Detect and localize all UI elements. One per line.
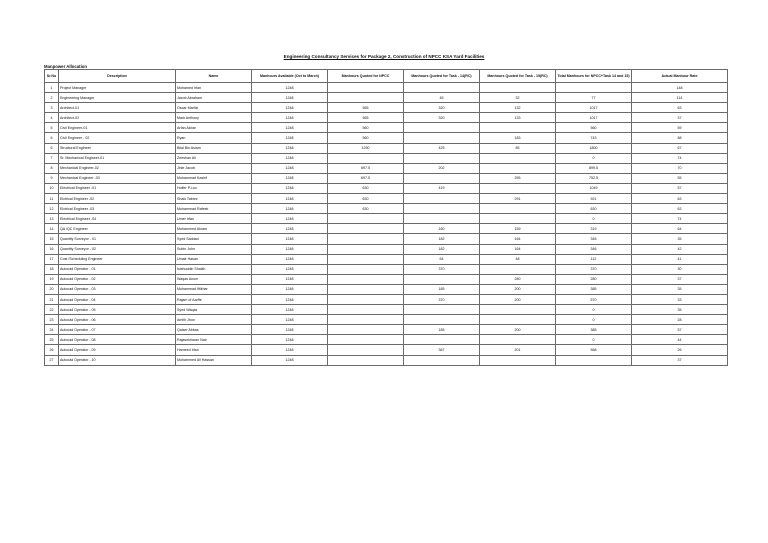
- table-cell: 4: [45, 113, 59, 123]
- table-cell: [404, 153, 480, 163]
- table-cell: Mechanical Engineer -03: [59, 173, 176, 183]
- column-header: Manhours Available (Oct to March): [252, 70, 328, 83]
- table-cell: Elctrical Engineer -03: [59, 204, 176, 214]
- table-cell: 44: [632, 335, 728, 345]
- column-header: Name: [176, 70, 252, 83]
- table-cell: [328, 315, 404, 325]
- table-cell: 25: [45, 335, 59, 345]
- table-cell: 1248: [252, 234, 328, 244]
- table-cell: Umair Hasan: [176, 254, 252, 264]
- table-cell: [328, 234, 404, 244]
- table-cell: 319: [556, 224, 632, 234]
- table-cell: Quantity Surveyor - 01: [59, 234, 176, 244]
- table-cell: Muhammad Kashif: [176, 173, 252, 183]
- table-cell: 32: [480, 93, 556, 103]
- table-cell: 42: [632, 244, 728, 254]
- table-cell: 280: [556, 274, 632, 284]
- table-cell: 0: [556, 335, 632, 345]
- table-cell: 17: [45, 254, 59, 264]
- table-cell: [328, 355, 404, 365]
- table-cell: [480, 163, 556, 173]
- table-cell: Syed Waqas: [176, 305, 252, 315]
- table-cell: 1248: [252, 224, 328, 234]
- table-row: [45, 264, 728, 274]
- table-cell: 48: [480, 254, 556, 264]
- table-row: [45, 325, 728, 335]
- table-cell: 30: [632, 264, 728, 274]
- table-cell: [328, 264, 404, 274]
- table-cell: Muhammed Akram: [176, 224, 252, 234]
- table-row: [45, 163, 728, 173]
- table-cell: Elctrical Engineer -02: [59, 194, 176, 204]
- table-cell: Jacob Abraham: [176, 93, 252, 103]
- table-cell: Zeeshan Ali: [176, 153, 252, 163]
- table-cell: [328, 274, 404, 284]
- table-row: [45, 83, 728, 93]
- table-cell: 1248: [252, 153, 328, 163]
- table-cell: 18: [45, 264, 59, 274]
- column-header: Manhours Quoted for Task - 14(RC): [404, 70, 480, 83]
- table-cell: Umer Irfan: [176, 214, 252, 224]
- table-cell: 28: [632, 315, 728, 325]
- table-cell: 697.5: [328, 173, 404, 183]
- table-cell: Civil Engineer-01: [59, 123, 176, 133]
- table-row: [45, 294, 728, 304]
- table-cell: Amith Jhon: [176, 315, 252, 325]
- table-cell: 280: [480, 274, 556, 284]
- table-cell: 15: [45, 234, 59, 244]
- table-cell: 63: [632, 204, 728, 214]
- table-cell: [480, 153, 556, 163]
- table-cell: Shaik Tabrez: [176, 194, 252, 204]
- table-cell: 1248: [252, 93, 328, 103]
- table-cell: 26: [45, 345, 59, 355]
- table-cell: 697.5: [328, 163, 404, 173]
- table-cell: Subin John: [176, 244, 252, 254]
- manpower-table: [44, 69, 728, 366]
- table-cell: 27: [45, 355, 59, 365]
- table-cell: [328, 325, 404, 335]
- table-cell: 565: [328, 103, 404, 113]
- table-cell: Jinle Jacob: [176, 163, 252, 173]
- table-cell: 2: [45, 93, 59, 103]
- table-cell: [404, 194, 480, 204]
- table-cell: 752.5: [556, 173, 632, 183]
- table-cell: 185: [404, 284, 480, 294]
- table-cell: 41: [632, 254, 728, 264]
- table-cell: 160: [404, 224, 480, 234]
- table-cell: Mechanical Engineer-02: [59, 163, 176, 173]
- table-cell: 419: [404, 183, 480, 193]
- table-cell: 57: [632, 325, 728, 335]
- table-cell: [556, 355, 632, 365]
- table-cell: [404, 83, 480, 93]
- table-cell: Electrical Engineer -01: [59, 183, 176, 193]
- table-cell: 63: [632, 194, 728, 204]
- table-cell: 35: [632, 305, 728, 315]
- table-cell: 0: [556, 153, 632, 163]
- table-cell: 1248: [252, 284, 328, 294]
- table-cell: 1248: [252, 325, 328, 335]
- table-row: [45, 335, 728, 345]
- table-cell: 67: [632, 143, 728, 153]
- table-cell: 346: [556, 234, 632, 244]
- table-row: [45, 345, 728, 355]
- table-cell: 1049: [556, 183, 632, 193]
- table-cell: 183: [480, 133, 556, 143]
- table-cell: 1248: [252, 183, 328, 193]
- table-row: [45, 234, 728, 244]
- table-cell: 112: [556, 254, 632, 264]
- table-row: [45, 355, 728, 365]
- table-cell: Mohammad Rafeek: [176, 204, 252, 214]
- table-cell: Hameed Irfan: [176, 345, 252, 355]
- table-cell: 74: [632, 153, 728, 163]
- table-row: [45, 183, 728, 193]
- table-cell: 1248: [252, 194, 328, 204]
- table-row: [45, 305, 728, 315]
- table-cell: 35: [632, 234, 728, 244]
- table-cell: 55: [632, 173, 728, 183]
- table-cell: 385: [556, 284, 632, 294]
- table-cell: Autocad Operator - 05: [59, 305, 176, 315]
- table-cell: 385: [556, 325, 632, 335]
- table-cell: 1248: [252, 305, 328, 315]
- table-cell: 320: [404, 113, 480, 123]
- table-cell: 1248: [252, 244, 328, 254]
- table-row: [45, 224, 728, 234]
- table-cell: 1248: [252, 315, 328, 325]
- table-cell: 200: [480, 325, 556, 335]
- table-cell: Hoffer P.Loo: [176, 183, 252, 193]
- table-cell: 1248: [252, 103, 328, 113]
- table-cell: Autocad Operator - 08: [59, 335, 176, 345]
- table-cell: [328, 153, 404, 163]
- table-cell: 1248: [252, 83, 328, 93]
- table-cell: Autocad Operator - 06: [59, 315, 176, 325]
- table-cell: [328, 254, 404, 264]
- table-cell: 64: [404, 254, 480, 264]
- column-header: Actual Manhour Rate: [632, 70, 728, 83]
- table-cell: 1017: [556, 113, 632, 123]
- table-cell: 9: [45, 173, 59, 183]
- table-cell: 6: [45, 133, 59, 143]
- table-cell: Engineering Manager: [59, 93, 176, 103]
- table-cell: 370: [556, 264, 632, 274]
- table-cell: Waqas Anum: [176, 274, 252, 284]
- table-cell: 1800: [556, 143, 632, 153]
- table-cell: Autocad Operator - 04: [59, 294, 176, 304]
- table-cell: 88: [632, 133, 728, 143]
- table-cell: Rajam of Aarffe: [176, 294, 252, 304]
- table-cell: [404, 335, 480, 345]
- table-cell: 560: [328, 123, 404, 133]
- table-cell: 182: [404, 234, 480, 244]
- column-header: Total Manhours for NPCC+Task 14 and 15): [556, 70, 632, 83]
- table-cell: 560: [556, 123, 632, 133]
- table-cell: 565: [328, 113, 404, 123]
- table-cell: [328, 345, 404, 355]
- table-cell: Electrical Engineer -04: [59, 214, 176, 224]
- table-cell: 1248: [252, 254, 328, 264]
- table-cell: [404, 305, 480, 315]
- column-header: Description: [59, 70, 176, 83]
- table-cell: 346: [556, 244, 632, 254]
- table-row: [45, 153, 728, 163]
- table-cell: 1248: [252, 355, 328, 365]
- table-cell: 560: [328, 133, 404, 143]
- table-cell: Autocad Operator - 03: [59, 284, 176, 294]
- table-cell: 367: [404, 345, 480, 355]
- table-cell: 1248: [252, 163, 328, 173]
- table-cell: 0: [556, 305, 632, 315]
- table-cell: [404, 123, 480, 133]
- table-cell: 370: [404, 264, 480, 274]
- table-cell: 164: [480, 244, 556, 254]
- table-cell: 37: [632, 113, 728, 123]
- table-cell: 16: [45, 244, 59, 254]
- table-cell: 1248: [252, 214, 328, 224]
- table-cell: 1017: [556, 103, 632, 113]
- table-cell: 630: [328, 204, 404, 214]
- table-cell: 7: [45, 153, 59, 163]
- table-cell: Arfan Akbar: [176, 123, 252, 133]
- column-header: Manhours Quoted for Task - 15(RC): [480, 70, 556, 83]
- table-cell: 185: [404, 325, 480, 335]
- table-cell: 1248: [252, 133, 328, 143]
- table-cell: Ryan: [176, 133, 252, 143]
- table-body: [45, 83, 728, 366]
- table-cell: [328, 284, 404, 294]
- section-subtitle: Manpower Allocation: [44, 64, 88, 69]
- table-cell: 202: [404, 163, 480, 173]
- table-cell: 1248: [252, 143, 328, 153]
- table-cell: Mark Anthony: [176, 113, 252, 123]
- table-cell: 0: [556, 214, 632, 224]
- table-cell: Architect-01: [59, 103, 176, 113]
- table-cell: [328, 335, 404, 345]
- table-cell: 200: [480, 284, 556, 294]
- table-cell: 59: [632, 123, 728, 133]
- table-cell: [328, 93, 404, 103]
- table-cell: Cost /Scheduling Engineer: [59, 254, 176, 264]
- table-cell: Project Manager: [59, 83, 176, 93]
- table-cell: 23: [45, 315, 59, 325]
- table-cell: Autocad Operator - 01: [59, 264, 176, 274]
- table-cell: 148: [632, 83, 728, 93]
- table-cell: [404, 315, 480, 325]
- table-cell: Autocad Operator - 09: [59, 345, 176, 355]
- table-cell: QA /QC Engineer: [59, 224, 176, 234]
- table-row: [45, 143, 728, 153]
- table-cell: [404, 355, 480, 365]
- table-cell: Mohammed Ali Hassan: [176, 355, 252, 365]
- table-cell: 255: [480, 173, 556, 183]
- table-cell: 74: [632, 214, 728, 224]
- table-cell: [328, 305, 404, 315]
- page-title: Engineering Consultancy Services for Package 2, Construction of NPCC KSA Yard Facilities: [283, 54, 485, 59]
- table-header-row: [45, 70, 728, 83]
- table-cell: 1248: [252, 294, 328, 304]
- table-row: [45, 123, 728, 133]
- column-header: Sr.No: [45, 70, 59, 83]
- table-cell: Bilal Bin Aslam: [176, 143, 252, 153]
- table-row: [45, 244, 728, 254]
- table-cell: 22: [45, 305, 59, 315]
- table-row: [45, 93, 728, 103]
- table-cell: 1248: [252, 274, 328, 284]
- table-cell: [404, 274, 480, 284]
- table-cell: Quantity Surveyor - 02: [59, 244, 176, 254]
- table-cell: 1290: [328, 143, 404, 153]
- table-row: [45, 103, 728, 113]
- table-cell: [404, 214, 480, 224]
- table-row: [45, 254, 728, 264]
- table-cell: 14: [45, 224, 59, 234]
- table-cell: 77: [556, 93, 632, 103]
- table-cell: Qaiser Abbas: [176, 325, 252, 335]
- table-cell: 37: [632, 274, 728, 284]
- table-cell: [480, 355, 556, 365]
- table-cell: 35: [632, 284, 728, 294]
- table-cell: 45: [404, 93, 480, 103]
- table-cell: [404, 204, 480, 214]
- table-cell: Mohamed Irfan: [176, 83, 252, 93]
- table-cell: Structural Engineer: [59, 143, 176, 153]
- table-cell: 13: [45, 214, 59, 224]
- table-cell: [328, 244, 404, 254]
- table-cell: [556, 83, 632, 93]
- table-cell: Oscar Marfizi: [176, 103, 252, 113]
- table-cell: 1248: [252, 173, 328, 183]
- table-cell: [480, 83, 556, 93]
- table-cell: 85: [480, 143, 556, 153]
- table-cell: [404, 173, 480, 183]
- table-cell: Syed Saddad: [176, 234, 252, 244]
- table-cell: 1: [45, 83, 59, 93]
- table-cell: [328, 224, 404, 234]
- table-cell: [328, 214, 404, 224]
- table-cell: [480, 214, 556, 224]
- table-row: [45, 315, 728, 325]
- table-cell: Autocad Operator - 10: [59, 355, 176, 365]
- table-cell: [480, 305, 556, 315]
- table-cell: 159: [480, 224, 556, 234]
- table-cell: 19: [45, 274, 59, 284]
- table-cell: 70: [632, 163, 728, 173]
- table-cell: Sr. Mechanical Engineer-01: [59, 153, 176, 163]
- table-cell: [480, 315, 556, 325]
- table-cell: [328, 294, 404, 304]
- table-cell: Islahuddin Shaikh: [176, 264, 252, 274]
- table-cell: [404, 133, 480, 143]
- table-cell: [480, 335, 556, 345]
- table-cell: 57: [632, 183, 728, 193]
- table-cell: 11: [45, 194, 59, 204]
- table-cell: 291: [480, 194, 556, 204]
- table-cell: 6: [45, 143, 59, 153]
- table-cell: 164: [480, 234, 556, 244]
- table-cell: 10: [45, 183, 59, 193]
- table-row: [45, 204, 728, 214]
- table-cell: Rajasekharan Nair: [176, 335, 252, 345]
- table-row: [45, 113, 728, 123]
- table-cell: Muhammad Iftikhar: [176, 284, 252, 294]
- table-cell: [480, 264, 556, 274]
- table-cell: 0: [556, 315, 632, 325]
- table-cell: 899.5: [556, 163, 632, 173]
- table-cell: 1248: [252, 335, 328, 345]
- table-cell: 921: [556, 194, 632, 204]
- table-cell: 425: [404, 143, 480, 153]
- table-cell: 200: [480, 294, 556, 304]
- table-cell: [480, 123, 556, 133]
- table-cell: 114: [632, 93, 728, 103]
- column-header: Manhours Quoted for NPCC: [328, 70, 404, 83]
- table-cell: Autocad Operator - 02: [59, 274, 176, 284]
- table-cell: 630: [556, 204, 632, 214]
- table-row: [45, 133, 728, 143]
- table-cell: 63: [632, 103, 728, 113]
- table-cell: 630: [328, 183, 404, 193]
- table-row: [45, 274, 728, 284]
- table-cell: 570: [556, 294, 632, 304]
- table-cell: 12: [45, 204, 59, 214]
- table-cell: 132: [480, 103, 556, 113]
- table-cell: 1248: [252, 264, 328, 274]
- table-cell: 1248: [252, 345, 328, 355]
- table-cell: 1248: [252, 204, 328, 214]
- table-cell: 5: [45, 123, 59, 133]
- table-cell: 64: [632, 224, 728, 234]
- table-cell: Civil Engineer - 02: [59, 133, 176, 143]
- table-cell: 3: [45, 103, 59, 113]
- table-cell: 1248: [252, 123, 328, 133]
- table-row: [45, 194, 728, 204]
- table-cell: 370: [404, 294, 480, 304]
- table-cell: 133: [480, 113, 556, 123]
- table-cell: [480, 204, 556, 214]
- table-row: [45, 214, 728, 224]
- table-cell: 201: [480, 345, 556, 355]
- table-cell: 20: [45, 284, 59, 294]
- table-cell: 182: [404, 244, 480, 254]
- table-cell: 21: [45, 294, 59, 304]
- table-cell: Autocad Operator - 07: [59, 325, 176, 335]
- table-cell: 8: [45, 163, 59, 173]
- table-cell: 26: [632, 345, 728, 355]
- table-cell: [328, 83, 404, 93]
- table-cell: Architect-02: [59, 113, 176, 123]
- table-cell: 320: [404, 103, 480, 113]
- table-cell: [480, 183, 556, 193]
- table-cell: 568: [556, 345, 632, 355]
- table-row: [45, 173, 728, 183]
- table-cell: 24: [45, 325, 59, 335]
- table-cell: 630: [328, 194, 404, 204]
- table-cell: 33: [632, 294, 728, 304]
- table-cell: 37: [632, 355, 728, 365]
- table-row: [45, 284, 728, 294]
- table-cell: 1248: [252, 113, 328, 123]
- table-cell: 743: [556, 133, 632, 143]
